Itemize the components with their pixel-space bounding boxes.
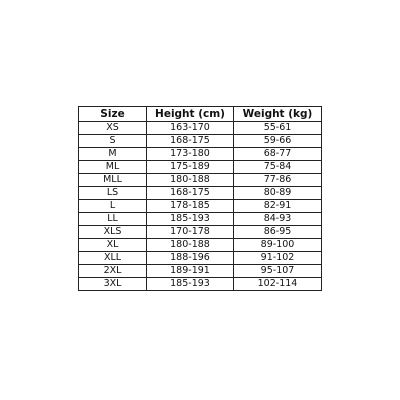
header-weight: Weight (kg): [234, 107, 322, 122]
table-row: [79, 135, 322, 148]
cell-height: 185-193: [147, 278, 234, 291]
cell-weight: 102-114: [234, 278, 322, 291]
cell-height: 175-189: [147, 161, 234, 174]
cell-height: 178-185: [147, 200, 234, 213]
size-chart-table: [78, 106, 322, 291]
cell-weight: 84-93: [234, 213, 322, 226]
cell-height: 168-175: [147, 135, 234, 148]
cell-height: 173-180: [147, 148, 234, 161]
cell-weight: 86-95: [234, 226, 322, 239]
table-row: [79, 148, 322, 161]
table-row: [79, 226, 322, 239]
header-size: Size: [79, 107, 147, 122]
cell-size: LL: [79, 213, 147, 226]
table-row: [79, 265, 322, 278]
table-row: [79, 161, 322, 174]
cell-size: 2XL: [79, 265, 147, 278]
table-row: [79, 174, 322, 187]
cell-size: S: [79, 135, 147, 148]
cell-weight: 95-107: [234, 265, 322, 278]
cell-weight: 77-86: [234, 174, 322, 187]
cell-weight: 89-100: [234, 239, 322, 252]
cell-height: 170-178: [147, 226, 234, 239]
cell-weight: 55-61: [234, 122, 322, 135]
cell-weight: 75-84: [234, 161, 322, 174]
table-row: [79, 200, 322, 213]
table-row: [79, 213, 322, 226]
cell-height: 180-188: [147, 239, 234, 252]
cell-size: XLS: [79, 226, 147, 239]
cell-weight: 82-91: [234, 200, 322, 213]
table-row: [79, 252, 322, 265]
table-row: [79, 278, 322, 291]
cell-size: 3XL: [79, 278, 147, 291]
table-row: [79, 122, 322, 135]
cell-size: XLL: [79, 252, 147, 265]
cell-size: XL: [79, 239, 147, 252]
cell-size: L: [79, 200, 147, 213]
cell-size: ML: [79, 161, 147, 174]
cell-height: 180-188: [147, 174, 234, 187]
cell-height: 189-191: [147, 265, 234, 278]
table-row: [79, 239, 322, 252]
cell-height: 168-175: [147, 187, 234, 200]
cell-size: M: [79, 148, 147, 161]
cell-size: MLL: [79, 174, 147, 187]
cell-weight: 68-77: [234, 148, 322, 161]
cell-weight: 59-66: [234, 135, 322, 148]
table-header-row: [79, 107, 322, 122]
table-body: [79, 122, 322, 291]
cell-weight: 91-102: [234, 252, 322, 265]
table-row: [79, 187, 322, 200]
cell-size: LS: [79, 187, 147, 200]
cell-height: 188-196: [147, 252, 234, 265]
cell-size: XS: [79, 122, 147, 135]
header-height: Height (cm): [147, 107, 234, 122]
cell-height: 163-170: [147, 122, 234, 135]
cell-height: 185-193: [147, 213, 234, 226]
cell-weight: 80-89: [234, 187, 322, 200]
